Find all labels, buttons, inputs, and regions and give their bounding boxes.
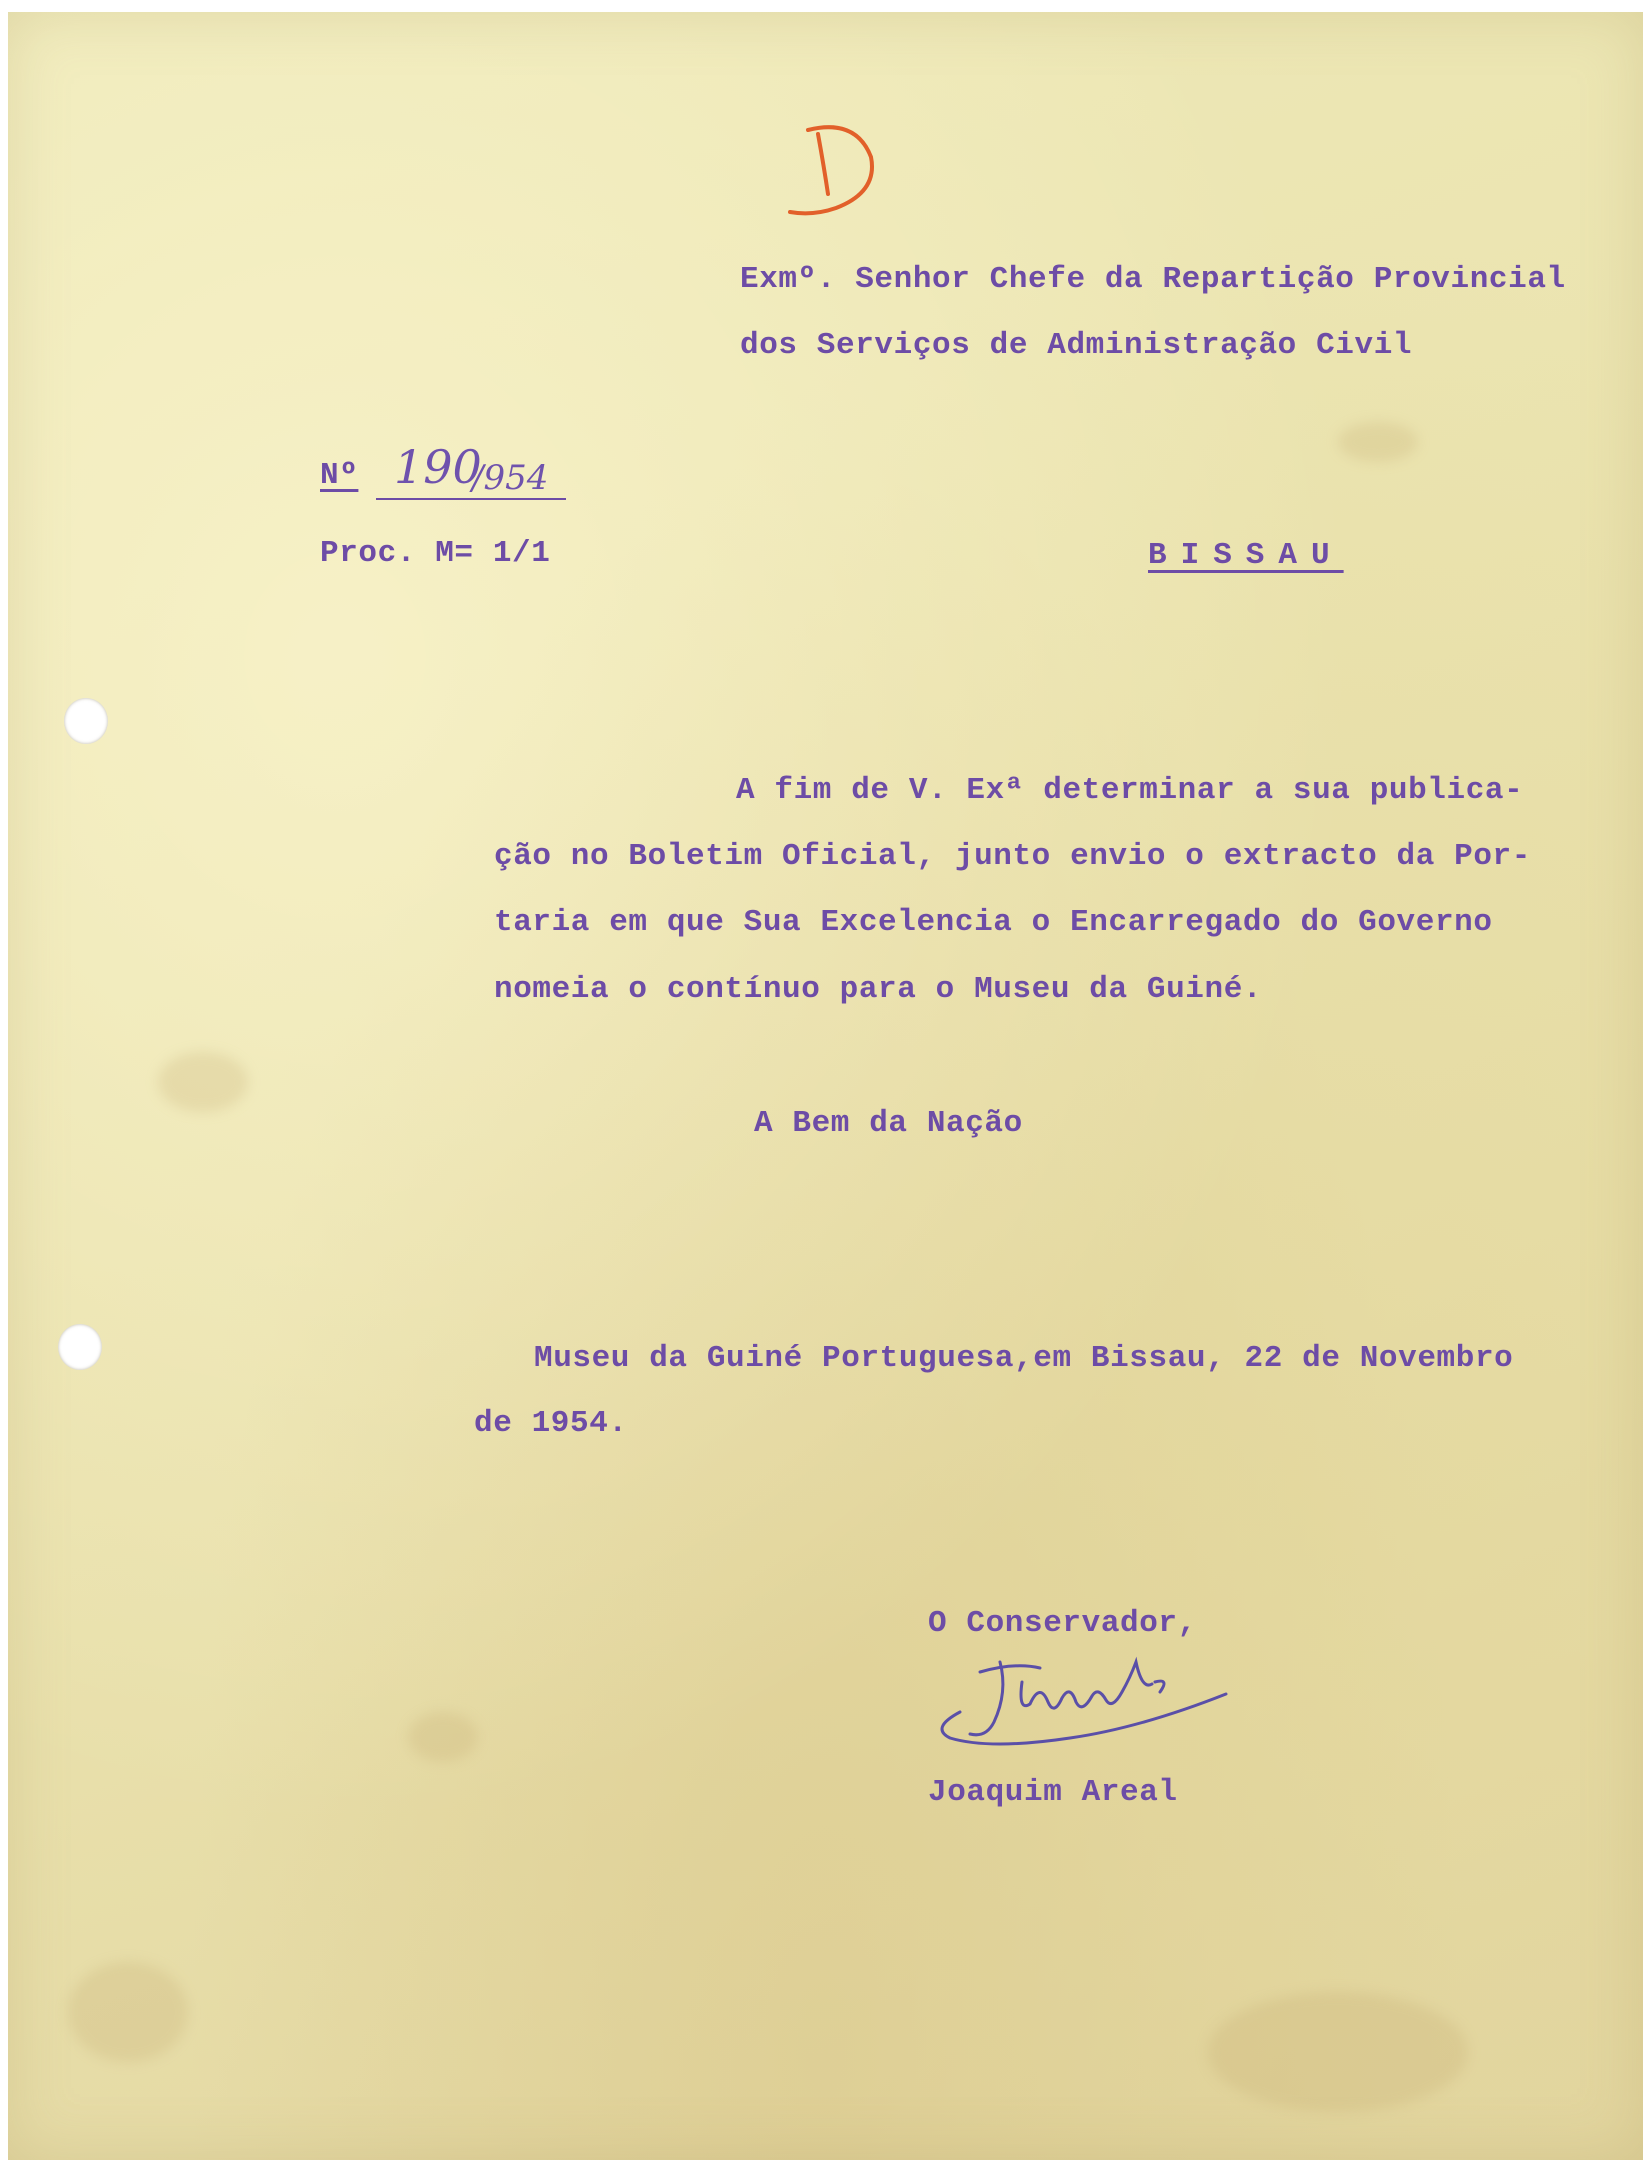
reference-number-underline xyxy=(376,498,566,500)
annotation-mark-graphic xyxy=(778,112,888,232)
signer-title: O Conservador, xyxy=(928,1606,1197,1641)
document-sheet xyxy=(8,12,1643,2160)
city-heading: BISSAU xyxy=(1148,538,1344,573)
reference-number-prefix: Nº xyxy=(320,458,359,493)
paper-stain xyxy=(1338,422,1418,462)
paper-stain xyxy=(158,1052,248,1112)
body-line-3: taria em que Sua Excelencia o Encarregado do Governo xyxy=(494,905,1493,940)
reference-number-handwritten: 190 xyxy=(394,440,482,494)
process-reference: Proc. M= 1/1 xyxy=(320,536,551,571)
body-line-4: nomeia o contínuo para o Museu da Guiné. xyxy=(494,972,1263,1007)
reference-number-year: /954 xyxy=(472,458,549,498)
addressee-line-1: Exmº. Senhor Chefe da Repartição Provincial xyxy=(740,262,1566,297)
punch-hole-bottom xyxy=(58,1324,102,1370)
paper-stain xyxy=(68,1962,188,2062)
addressee-line-2: dos Serviços de Administração Civil xyxy=(740,328,1413,363)
body-line-2: ção no Boletim Oficial, junto envio o extracto da Por- xyxy=(494,839,1531,874)
salutation: A Bem da Nação xyxy=(754,1106,1023,1141)
place-date-line-1: Museu da Guiné Portuguesa,em Bissau, 22 de Novembro xyxy=(534,1341,1514,1376)
punch-hole-top xyxy=(64,698,108,744)
body-line-1: A fim de V. Exª determinar a sua publica- xyxy=(736,773,1524,808)
signer-name: Joaquim Areal xyxy=(928,1775,1178,1810)
paper-stain xyxy=(1208,1992,1468,2112)
paper-stain xyxy=(408,1712,478,1762)
place-date-line-2: de 1954. xyxy=(474,1406,628,1441)
handwritten-signature xyxy=(930,1642,1250,1762)
